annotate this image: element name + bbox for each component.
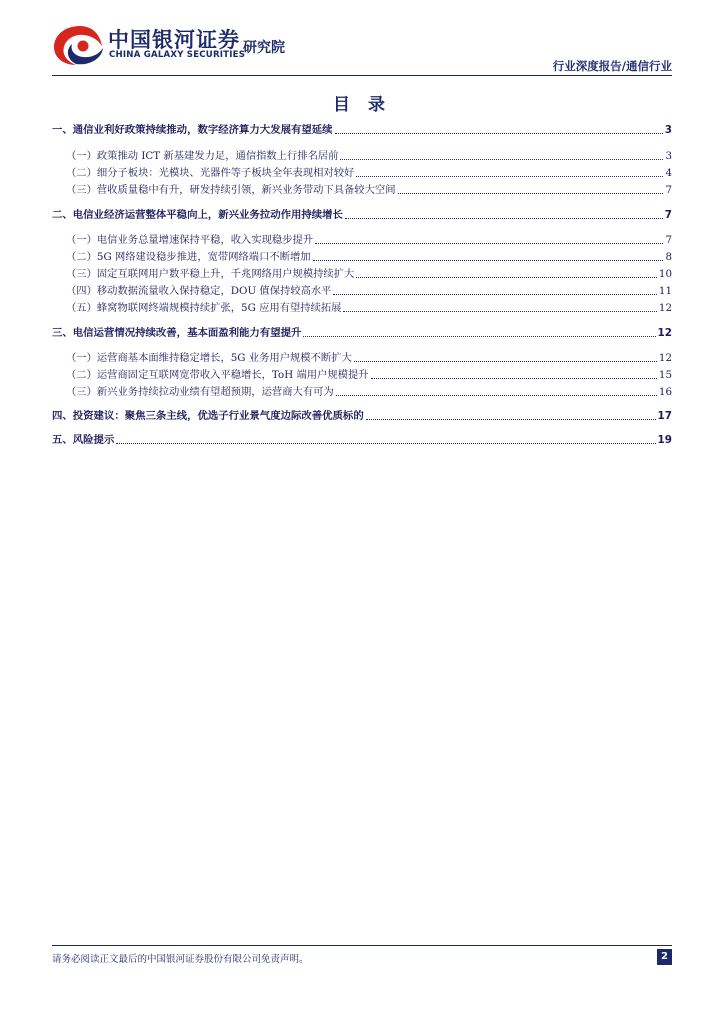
toc-leader-dots — [398, 193, 664, 194]
toc-entry-2-4[interactable] — [66, 282, 672, 298]
toc-entry-section-2[interactable] — [52, 206, 672, 222]
toc-leader-dots — [340, 159, 663, 160]
footer-divider — [52, 945, 672, 946]
toc-entry-text: （五）蜂窝物联网终端规模持续扩张，5G 应用有望持续拓展 — [66, 302, 342, 314]
toc-entry-page: 7 — [665, 184, 672, 196]
toc-entry-text: （三）营收质量稳中有升，研发持续引领，新兴业务带动下具备较大空间 — [66, 184, 396, 196]
toc-title: 目 录 — [333, 95, 391, 115]
toc-entry-text: 二、电信业经济运营整体平稳向上，新兴业务拉动作用持续增长 — [52, 209, 343, 221]
toc-leader-dots — [336, 395, 657, 396]
toc-leader-dots — [116, 443, 655, 444]
toc-entry-section-4[interactable] — [52, 407, 672, 423]
toc-entry-page: 3 — [664, 124, 672, 136]
toc-entry-1-2[interactable] — [66, 164, 672, 180]
toc-entry-text: （一）电信业务总量增速保持平稳，收入实现稳步提升 — [66, 234, 314, 246]
toc-entry-2-1[interactable] — [66, 231, 672, 247]
toc-entry-text: （一）运营商基本面维持稳定增长，5G 业务用户规模不断扩大 — [66, 352, 352, 364]
toc-entry-text: （一）政策推动 ICT 新基建发力足，通信指数上行排名居前 — [66, 150, 339, 162]
toc-leader-dots — [356, 176, 663, 177]
toc-entry-section-1[interactable] — [52, 121, 672, 137]
page-header — [0, 0, 724, 80]
header-divider — [52, 75, 672, 76]
toc-entry-text: （三）新兴业务持续拉动业绩有望超预期，运营商大有可为 — [66, 386, 334, 398]
toc-entry-1-3[interactable] — [66, 181, 672, 197]
toc-entry-page: 7 — [664, 209, 672, 221]
toc-entry-text: （二）运营商固定互联网宽带收入平稳增长，ToH 端用户规模提升 — [66, 369, 369, 381]
toc-entry-text: 一、通信业利好政策持续推动，数字经济算力大发展有望延续 — [52, 124, 333, 136]
toc-entry-text: 五、风险提示 — [52, 434, 115, 446]
toc-entry-page: 11 — [658, 285, 672, 297]
toc-entry-3-1[interactable] — [66, 349, 672, 365]
toc-entry-page: 3 — [665, 150, 672, 162]
toc-leader-dots — [343, 311, 656, 312]
toc-leader-dots — [345, 218, 663, 219]
page-number: 2 — [657, 949, 672, 965]
toc-entry-page: 10 — [658, 268, 672, 280]
toc-leader-dots — [356, 277, 657, 278]
toc-entry-page: 4 — [665, 167, 672, 179]
toc-entry-2-2[interactable] — [66, 248, 672, 264]
toc-entry-3-3[interactable] — [66, 383, 672, 399]
report-type: 行业深度报告/通信行业 — [552, 59, 672, 73]
toc-entry-page: 12 — [658, 352, 672, 364]
toc-entry-page: 12 — [658, 302, 672, 314]
toc-entry-page: 8 — [665, 251, 672, 263]
galaxy-swirl-logo-icon — [50, 22, 106, 68]
toc-entry-text: （二）5G 网络建设稳步推进，宽带网络端口不断增加 — [66, 251, 311, 263]
toc-entry-text: （四）移动数据流量收入保持稳定，DOU 值保持较高水平 — [66, 285, 332, 297]
toc-entry-page: 19 — [657, 434, 672, 446]
toc-leader-dots — [366, 419, 656, 420]
toc-leader-dots — [371, 378, 657, 379]
toc-entry-page: 17 — [657, 410, 672, 422]
toc-entry-section-5[interactable] — [52, 431, 672, 447]
toc-leader-dots — [303, 336, 655, 337]
toc-entry-text: （三）固定互联网用户数平稳上升，千兆网络用户规模持续扩大 — [66, 268, 355, 280]
toc-entry-page: 16 — [658, 386, 672, 398]
toc-leader-dots — [335, 133, 663, 134]
toc-leader-dots — [354, 361, 657, 362]
toc-entry-2-5[interactable] — [66, 299, 672, 315]
toc-leader-dots — [315, 243, 663, 244]
brand-name-cn: 中国银河证券 — [108, 28, 240, 52]
toc-entry-text: 三、电信运营情况持续改善，基本面盈利能力有望提升 — [52, 327, 302, 339]
toc-leader-dots — [333, 294, 656, 295]
toc-entry-text: （二）细分子板块：光模块、光器件等子板块全年表现相对较好 — [66, 167, 355, 179]
toc-entry-page: 7 — [665, 234, 672, 246]
footer-disclaimer: 请务必阅读正文最后的中国银河证券股份有限公司免责声明。 — [52, 954, 309, 965]
toc-entry-text: 四、投资建议：聚焦三条主线，优选子行业景气度边际改善优质标的 — [52, 410, 364, 422]
toc-leader-dots — [313, 260, 664, 261]
toc-entry-3-2[interactable] — [66, 366, 672, 382]
toc-entry-2-3[interactable] — [66, 265, 672, 281]
toc-entry-1-1[interactable] — [66, 147, 672, 163]
brand-institute: 研究院 — [243, 40, 285, 56]
toc-entry-page: 15 — [658, 369, 672, 381]
brand-name-en: CHINA GALAXY SECURITIES — [109, 50, 246, 60]
toc-entry-page: 12 — [657, 327, 672, 339]
toc-entry-section-3[interactable] — [52, 324, 672, 340]
